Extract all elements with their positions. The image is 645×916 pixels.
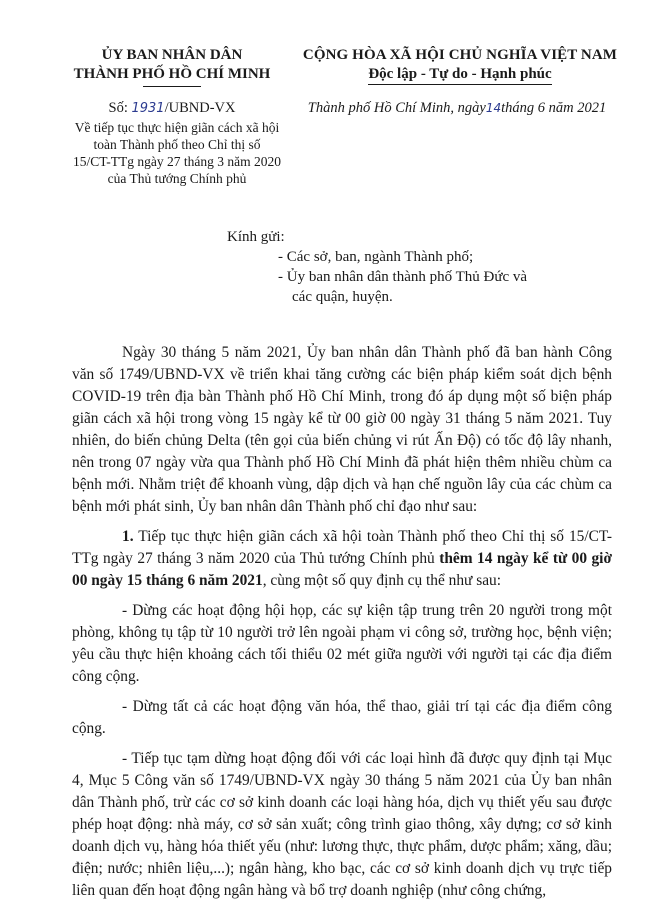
agency-line-2: THÀNH PHỐ HỒ CHÍ MINH [73,66,271,82]
nation-name: CỘNG HÒA XÃ HỘI CHỦ NGHĨA VIỆT NAM [302,47,618,63]
item-number: 1. [122,528,134,545]
doc-number-prefix: Số: [108,100,132,116]
recipient-item: - Ủy ban nhân dân thành phố Thủ Đức và [278,269,528,285]
place-date-prefix: Thành phố Hồ Chí Minh, ngày [307,100,486,116]
agency-line-1: ỦY BAN NHÂN DÂN [101,47,243,63]
recipients-block [215,227,615,307]
place-and-date [292,100,622,117]
national-header [290,46,630,85]
body-paragraph-bullet: - Dừng các hoạt động hội họp, các sự kiện tập trung trên 20 người trong một phòng, không tụ tập từ 10 người trở lên ngoài phạm vi công sở, trường học, bệnh viện; yêu cầu thực hiện khoảng cách tối thiểu 02 mét giữa người với người tại các địa điểm công cộng. [72,602,612,685]
place-date-suffix: tháng 6 năm 2021 [501,100,607,116]
body-paragraph-intro: Ngày 30 tháng 5 năm 2021, Ủy ban nhân dân Thành phố đã ban hành Công văn số 1749/UBND-VX về triển khai tăng cường các biện pháp kiểm soát dịch bệnh COVID-19 trên địa bàn Thành phố Hồ Chí Minh, trong đó áp dụng một số biện pháp giãn cách xã hội trong vòng 15 ngày kể từ 00 giờ 00 ngày 31 tháng 5 năm 2021. Tuy nhiên, do biến chủng Delta (tên gọi của biến chủng vi rút Ấn Độ) có tốc độ lây nhanh, nên trong 07 ngày vừa qua Thành phố Hồ Chí Minh đã phát hiện thêm nhiều chùm ca bệnh mới. Nhằm triệt để khoanh vùng, dập dịch và hạn chế nguồn lây của các chùm ca bệnh mới phát sinh, Ủy ban nhân dân Thành phố chỉ đạo như sau: [72,344,612,515]
item-text: Tiếp tục thực hiện giãn cách xã hội toàn Thành phố theo Chỉ thị số 15/CT-TTg ngày 27 tháng 3 năm 2020 của Thủ tướng Chính phủ [72,528,612,567]
issuing-agency [62,46,282,87]
document-body [72,342,612,902]
recipient-item: - Các sở, ban, ngành Thành phố; [278,249,474,265]
body-paragraph-item-1 [72,526,612,592]
document-number [62,100,282,117]
national-motto: Độc lập - Tự do - Hạnh phúc [368,65,551,85]
subject-line: toàn Thành phố theo Chỉ thị số [93,137,261,152]
item-text-end: , cùng một số quy định cụ thể như sau: [262,572,502,589]
body-paragraph-bullet: - Dừng tất cả các hoạt động văn hóa, thể thao, giải trí tại các địa điểm công cộng. [72,698,612,737]
subject-line: của Thủ tướng Chính phủ [107,171,247,186]
subject-line: 15/CT-TTg ngày 27 tháng 3 năm 2020 [73,154,281,169]
document-subject [72,119,282,187]
subject-line: Về tiếp tục thực hiện giãn cách xã hội [74,120,280,135]
recipients-label: Kính gửi: [227,229,285,245]
doc-number-suffix: /UBND-VX [164,100,236,116]
item-emphasis: thêm 14 ngày kể từ 00 giờ 00 ngày 15 tháng 6 năm 2021 [72,550,612,589]
place-date-day: 14 [485,101,502,115]
recipient-item-continued: các quận, huyện. [292,289,393,305]
body-paragraph-bullet: - Tiếp tục tạm dừng hoạt động đối với các loại hình đã được quy định tại Mục 4, Mục 5 Công văn số 1749/UBND-VX ngày 30 tháng 5 năm 2021 của Ủy ban nhân dân Thành phố, trừ các cơ sở kinh doanh các loại hàng hóa, dịch vụ thiết yếu sau được phép hoạt động: nhà máy, cơ sở sản xuất; công trình giao thông, xây dựng; cơ sở kinh doanh dịch vụ, hàng hóa thiết yếu (như: lương thực, thực phẩm, dược phẩm; xăng, dầu; điện; nước; nhiên liệu,...); ngân hàng, kho bạc, các cơ sở kinh doanh dịch vụ trực tiếp liên quan đến hoạt động ngân hàng và bổ trợ doanh nghiệp (như công chứng, [72,750,612,899]
doc-number-handwritten: 1931 [131,101,165,116]
agency-underline [143,86,201,87]
